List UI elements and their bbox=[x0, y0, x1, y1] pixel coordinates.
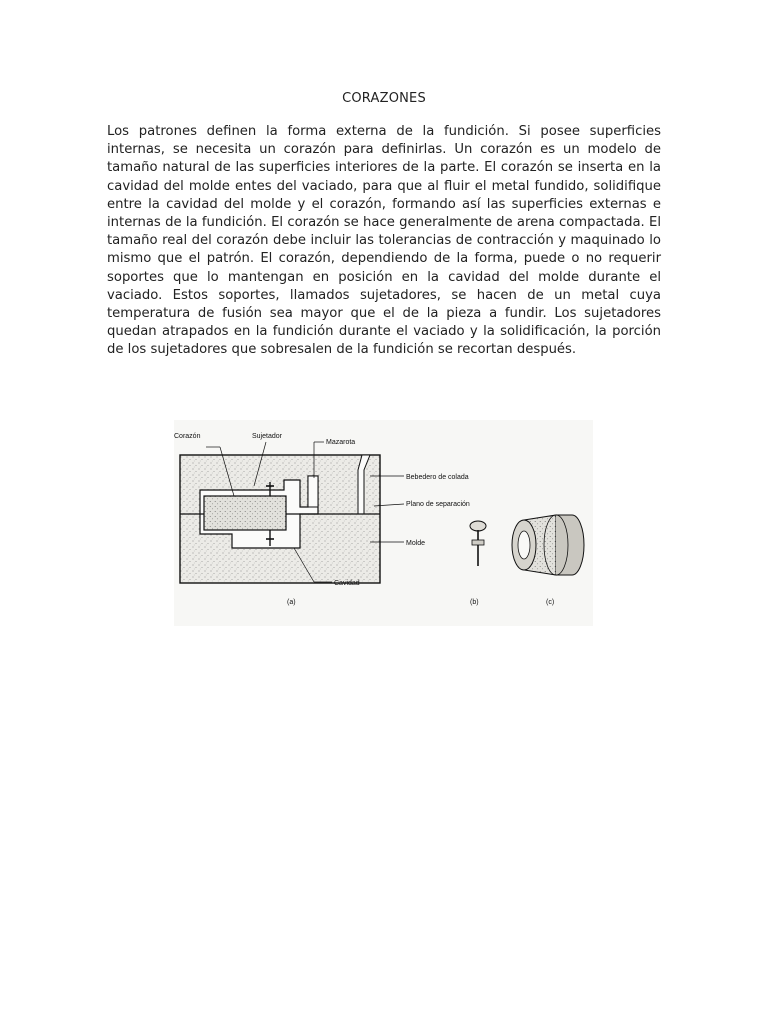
label-part-b: (b) bbox=[470, 599, 479, 606]
label-mazarota: Mazarota bbox=[326, 439, 356, 446]
label-part-a: (a) bbox=[287, 599, 296, 606]
mold-diagram bbox=[180, 442, 404, 583]
chaplet-detail bbox=[470, 521, 486, 566]
label-bebedero: Bebedero de colada bbox=[406, 474, 469, 481]
core-detail bbox=[512, 515, 584, 575]
page-title: CORAZONES bbox=[342, 91, 426, 106]
label-part-c: (c) bbox=[546, 599, 555, 606]
figure-drawing bbox=[174, 420, 593, 626]
label-plano: Plano de separación bbox=[406, 501, 470, 508]
label-sujetador: Sujetador bbox=[252, 433, 282, 440]
label-molde: Molde bbox=[406, 540, 426, 547]
label-corazon: Corazón bbox=[174, 433, 201, 440]
core-mold-figure bbox=[174, 420, 593, 626]
body-paragraph: Los patrones definen la forma externa de la fundición. Si posee superficies internas, se necesita un corazón para definirlas. Un corazón es un modelo de tamaño natural de las superficies interiores de la parte. El corazón se inserta en la cavidad del molde entes del vaciado, para que al fluir el metal fundido, solidifique entre la cavidad del molde y el corazón, formando así las superficies externas e internas de la fundición. El corazón se hace generalmente de arena compactada. El tamaño real del corazón debe incluir las tolerancias de contracción y maquinado lo mismo que el patrón. El corazón, dependiendo de la forma, puede o no requerir soportes que lo mantengan en posición en la cavidad del molde durante el vaciado. Estos soportes, llamados sujetadores, se hacen de un metal cuya temperatura de fusión sea mayor que el de la pieza a fundir. Los sujetadores quedan atrapados en la fundición durante el vaciado y la solidificación, la porción de los sujetadores que sobresalen de la fundición se recortan después. bbox=[107, 124, 661, 358]
label-cavidad: Cavidad bbox=[334, 580, 360, 587]
